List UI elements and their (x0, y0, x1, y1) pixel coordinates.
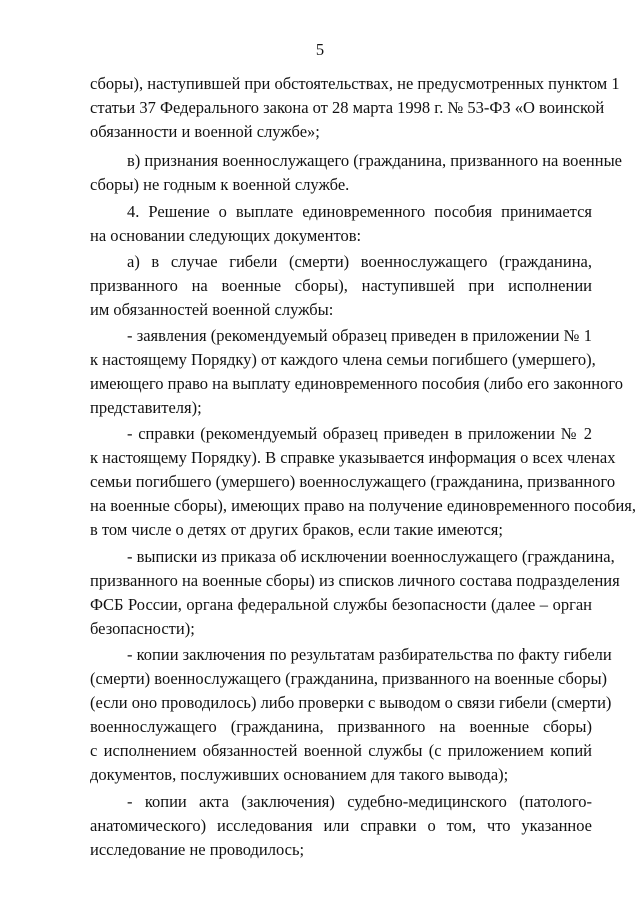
text-line: призванного на военные сборы) из списков личного состава подразделения (90, 571, 620, 590)
text-line: обязанности и военной службе»; (90, 122, 320, 141)
text-line: - справки (рекомендуемый образец приведен в приложении № 2 (127, 424, 592, 443)
text-line: в том числе о детях от других браков, если такие имеются; (90, 520, 503, 539)
text-line: призванного на военные сборы), наступившей при исполнении (90, 276, 592, 295)
text-line: сборы), наступившей при обстоятельствах, не предусмотренных пунктом 1 (90, 74, 620, 93)
text-line: - выписки из приказа об исключении военнослужащего (гражданина, (127, 547, 615, 566)
text-line: анатомического) исследования или справки о том, что указанное (90, 816, 592, 835)
text-line: ФСБ России, органа федеральной службы безопасности (далее – орган (90, 595, 592, 614)
text-line: 4. Решение о выплате единовременного пособия принимается (127, 202, 592, 221)
text-line: (смерти) военнослужащего (гражданина, призванного на военные сборы) (90, 669, 608, 688)
text-line: к настоящему Порядку) от каждого члена семьи погибшего (умершего), (90, 350, 596, 369)
text-line: сборы) не годным к военной службе. (90, 175, 350, 194)
text-line: (если оно проводилось) либо проверки с выводом о связи гибели (смерти) (90, 693, 612, 712)
page-number: 5 (315, 40, 325, 59)
text-line: в) признания военнослужащего (гражданина, призванного на военные (127, 151, 622, 170)
text-line: - копии акта (заключения) судебно-медицинского (патолого- (127, 792, 592, 811)
text-line: исследование не проводилось; (90, 840, 305, 859)
text-line: статьи 37 Федерального закона от 28 марта 1998 г. № 53-ФЗ «О воинской (90, 98, 605, 117)
text-line: к настоящему Порядку). В справке указывается информация о всех членах (90, 448, 616, 467)
text-line: - заявления (рекомендуемый образец приведен в приложении № 1 (127, 326, 592, 345)
text-line: на основании следующих документов: (90, 226, 362, 245)
text-line: семьи погибшего (умершего) военнослужащего (гражданина, призванного (90, 472, 616, 491)
text-line: с исполнением обязанностей военной службы (с приложением копий (90, 741, 592, 760)
text-line: безопасности); (90, 619, 195, 638)
text-line: - копии заключения по результатам разбирательства по факту гибели (127, 645, 612, 664)
text-line: им обязанностей военной службы: (90, 300, 334, 319)
text-line: документов, послуживших основанием для такого вывода); (90, 765, 509, 784)
text-line: представителя); (90, 398, 202, 417)
text-line: военнослужащего (гражданина, призванного на военные сборы) (90, 717, 592, 736)
text-line: а) в случае гибели (смерти) военнослужащего (гражданина, (127, 252, 592, 271)
text-line: имеющего право на выплату единовременного пособия (либо его законного (90, 374, 623, 393)
text-line: на военные сборы), имеющих право на получение единовременного пособия, (90, 496, 637, 515)
